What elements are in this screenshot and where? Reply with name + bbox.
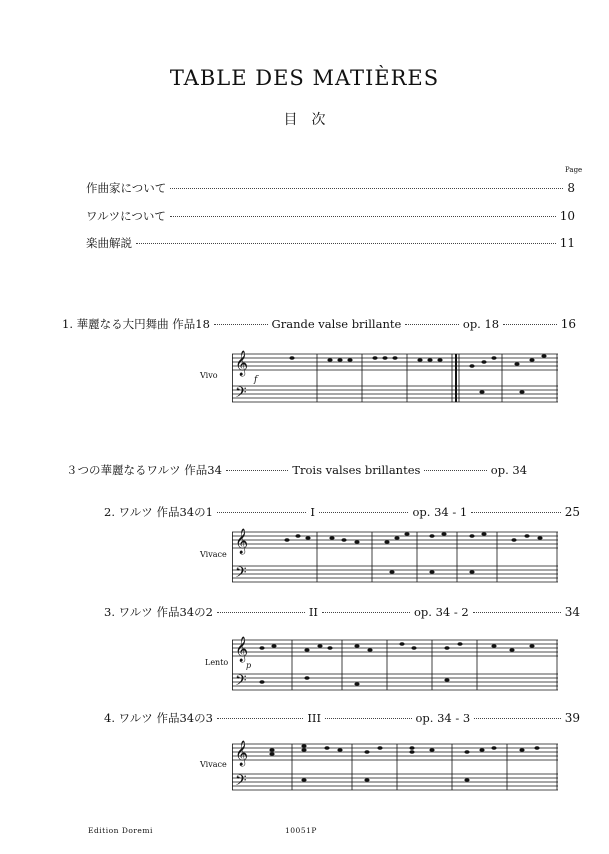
- entry-japanese-title: 4. ワルツ 作品34の3: [104, 711, 213, 725]
- toc-item-commentary[interactable]: [86, 235, 575, 251]
- dot-leader: [322, 612, 410, 613]
- svg-text:f: f: [254, 375, 258, 385]
- svg-text:𝄢: 𝄢: [235, 672, 247, 693]
- dot-leader: [474, 718, 560, 719]
- toc-label: 作曲家について: [86, 181, 167, 195]
- entry-japanese-title: ３つの華麗なるワルツ 作品34: [66, 463, 222, 477]
- toc-label: ワルツについて: [86, 209, 166, 223]
- entry-french-title: Grande valse brillante: [271, 317, 402, 331]
- publisher-name: Edition Doremi: [88, 826, 153, 835]
- entry-roman-numeral: II: [308, 605, 318, 619]
- entry-japanese-title: 1. 華麗なる大円舞曲 作品18: [62, 317, 210, 331]
- svg-text:𝄞: 𝄞: [235, 529, 249, 554]
- toc-entry-op34-group[interactable]: [66, 462, 527, 478]
- svg-text:𝄞: 𝄞: [235, 741, 249, 766]
- entry-french-title: Trois valses brillantes: [292, 463, 421, 477]
- toc-label: 楽曲解説: [86, 236, 132, 250]
- dot-leader: [170, 188, 563, 189]
- dot-leader: [503, 324, 557, 325]
- toc-page-number: 16: [560, 317, 577, 331]
- page-column-label: Page: [565, 166, 583, 174]
- tempo-marking: Vivace: [200, 550, 227, 559]
- tempo-marking: Vivace: [200, 760, 227, 769]
- toc-page-number: 39: [564, 711, 581, 725]
- dot-leader: [319, 512, 409, 513]
- dot-leader: [136, 243, 556, 244]
- dot-leader: [424, 470, 486, 471]
- entry-roman-numeral: III: [307, 711, 322, 725]
- entry-opus: op. 34 - 1: [412, 505, 468, 519]
- catalog-code: 10051P: [285, 826, 317, 835]
- dot-leader: [226, 470, 288, 471]
- svg-text:𝄢: 𝄢: [235, 564, 247, 585]
- toc-page-number: 8: [567, 181, 575, 195]
- music-incipit-op34-2: [232, 628, 558, 698]
- entry-opus: op. 34 - 3: [415, 711, 471, 725]
- toc-page-number: 10: [559, 209, 575, 223]
- toc-entry-op34-3[interactable]: [104, 710, 580, 726]
- music-incipit-op34-1: [232, 520, 558, 590]
- entry-japanese-title: 2. ワルツ 作品34の1: [104, 505, 213, 519]
- toc-item-composer[interactable]: [86, 180, 575, 196]
- svg-text:𝄢: 𝄢: [235, 772, 247, 793]
- music-incipit-op34-3: [232, 732, 558, 800]
- tempo-marking: Lento: [205, 658, 229, 667]
- dot-leader: [217, 718, 303, 719]
- toc-entry-op18[interactable]: [62, 316, 576, 332]
- entry-japanese-title: 3. ワルツ 作品34の2: [104, 605, 213, 619]
- dot-leader: [217, 512, 307, 513]
- dot-leader: [214, 324, 268, 325]
- svg-text:p: p: [246, 661, 252, 670]
- dot-leader: [170, 216, 556, 217]
- toc-page-number: 34: [564, 605, 581, 619]
- dot-leader: [471, 512, 561, 513]
- toc-entry-op34-1[interactable]: [104, 504, 580, 520]
- entry-opus: op. 34 - 2: [413, 605, 469, 619]
- toc-page-number: 11: [559, 236, 575, 250]
- tempo-marking: Vivo: [200, 371, 218, 380]
- toc-item-waltz[interactable]: [86, 208, 575, 224]
- svg-text:𝄞: 𝄞: [235, 351, 249, 376]
- dot-leader: [325, 718, 411, 719]
- toc-entry-op34-2[interactable]: [104, 604, 580, 620]
- entry-opus: op. 18: [462, 317, 500, 331]
- toc-page-number: 25: [564, 505, 581, 519]
- page-title: TABLE DES MATIÈRES: [169, 66, 440, 90]
- page-subtitle: 目次: [283, 112, 340, 128]
- dot-leader: [217, 612, 305, 613]
- svg-text:𝄞: 𝄞: [235, 637, 249, 662]
- dot-leader: [473, 612, 561, 613]
- entry-opus: op. 34: [490, 463, 528, 477]
- entry-roman-numeral: I: [310, 505, 315, 519]
- svg-text:𝄢: 𝄢: [235, 384, 247, 405]
- dot-leader: [405, 324, 459, 325]
- music-incipit-op18: [232, 342, 558, 410]
